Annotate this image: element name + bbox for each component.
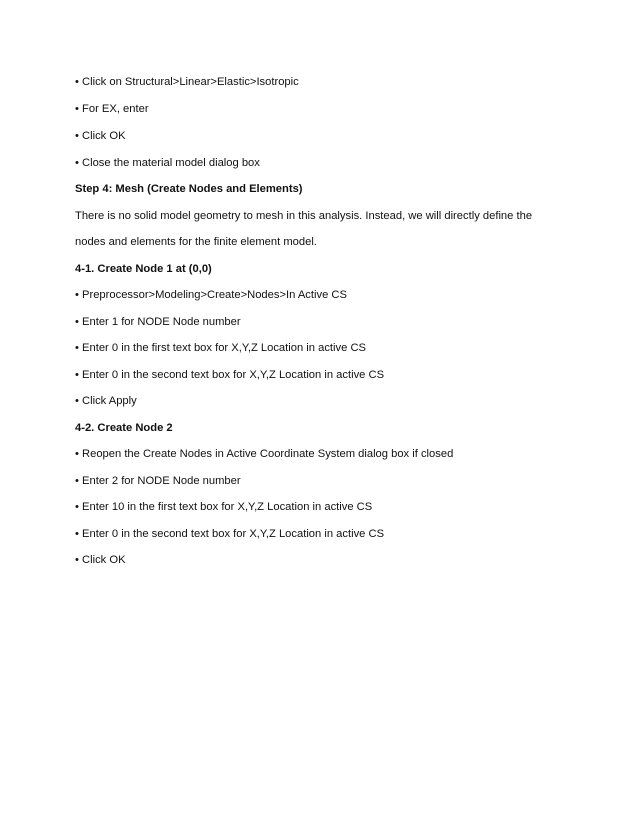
paragraph-line-2: nodes and elements for the finite element model. [75, 236, 317, 248]
bullet-reopen-dialog: • Reopen the Create Nodes in Active Coordinate System dialog box if closed [75, 448, 454, 460]
bullet-structural-path: • Click on Structural>Linear>Elastic>Isotropic [75, 76, 299, 88]
bullet-node-2: • Enter 2 for NODE Node number [75, 475, 241, 487]
bullet-click-ok: • Click OK [75, 130, 126, 142]
section-4-1-heading: 4-1. Create Node 1 at (0,0) [75, 263, 212, 275]
bullet-node-1-x: • Enter 0 in the first text box for X,Y,Z Location in active CS [75, 342, 366, 354]
paragraph-line-1: There is no solid model geometry to mesh in this analysis. Instead, we will directly define the [75, 210, 533, 222]
bullet-preprocessor-path: • Preprocessor>Modeling>Create>Nodes>In Active CS [75, 289, 347, 301]
bullet-click-apply: • Click Apply [75, 395, 137, 407]
bullet-final-click-ok: • Click OK [75, 554, 126, 566]
section-4-2-heading: 4-2. Create Node 2 [75, 422, 173, 434]
bullet-close-dialog: • Close the material model dialog box [75, 157, 260, 169]
bullet-ex-enter: • For EX, enter [75, 103, 149, 115]
bullet-node-1: • Enter 1 for NODE Node number [75, 316, 241, 328]
step-4-heading: Step 4: Mesh (Create Nodes and Elements) [75, 183, 303, 195]
bullet-node-1-y: • Enter 0 in the second text box for X,Y,Z Location in active CS [75, 369, 385, 381]
bullet-node-2-x: • Enter 10 in the first text box for X,Y,Z Location in active CS [75, 501, 373, 513]
bullet-node-2-y: • Enter 0 in the second text box for X,Y,Z Location in active CS [75, 528, 385, 540]
